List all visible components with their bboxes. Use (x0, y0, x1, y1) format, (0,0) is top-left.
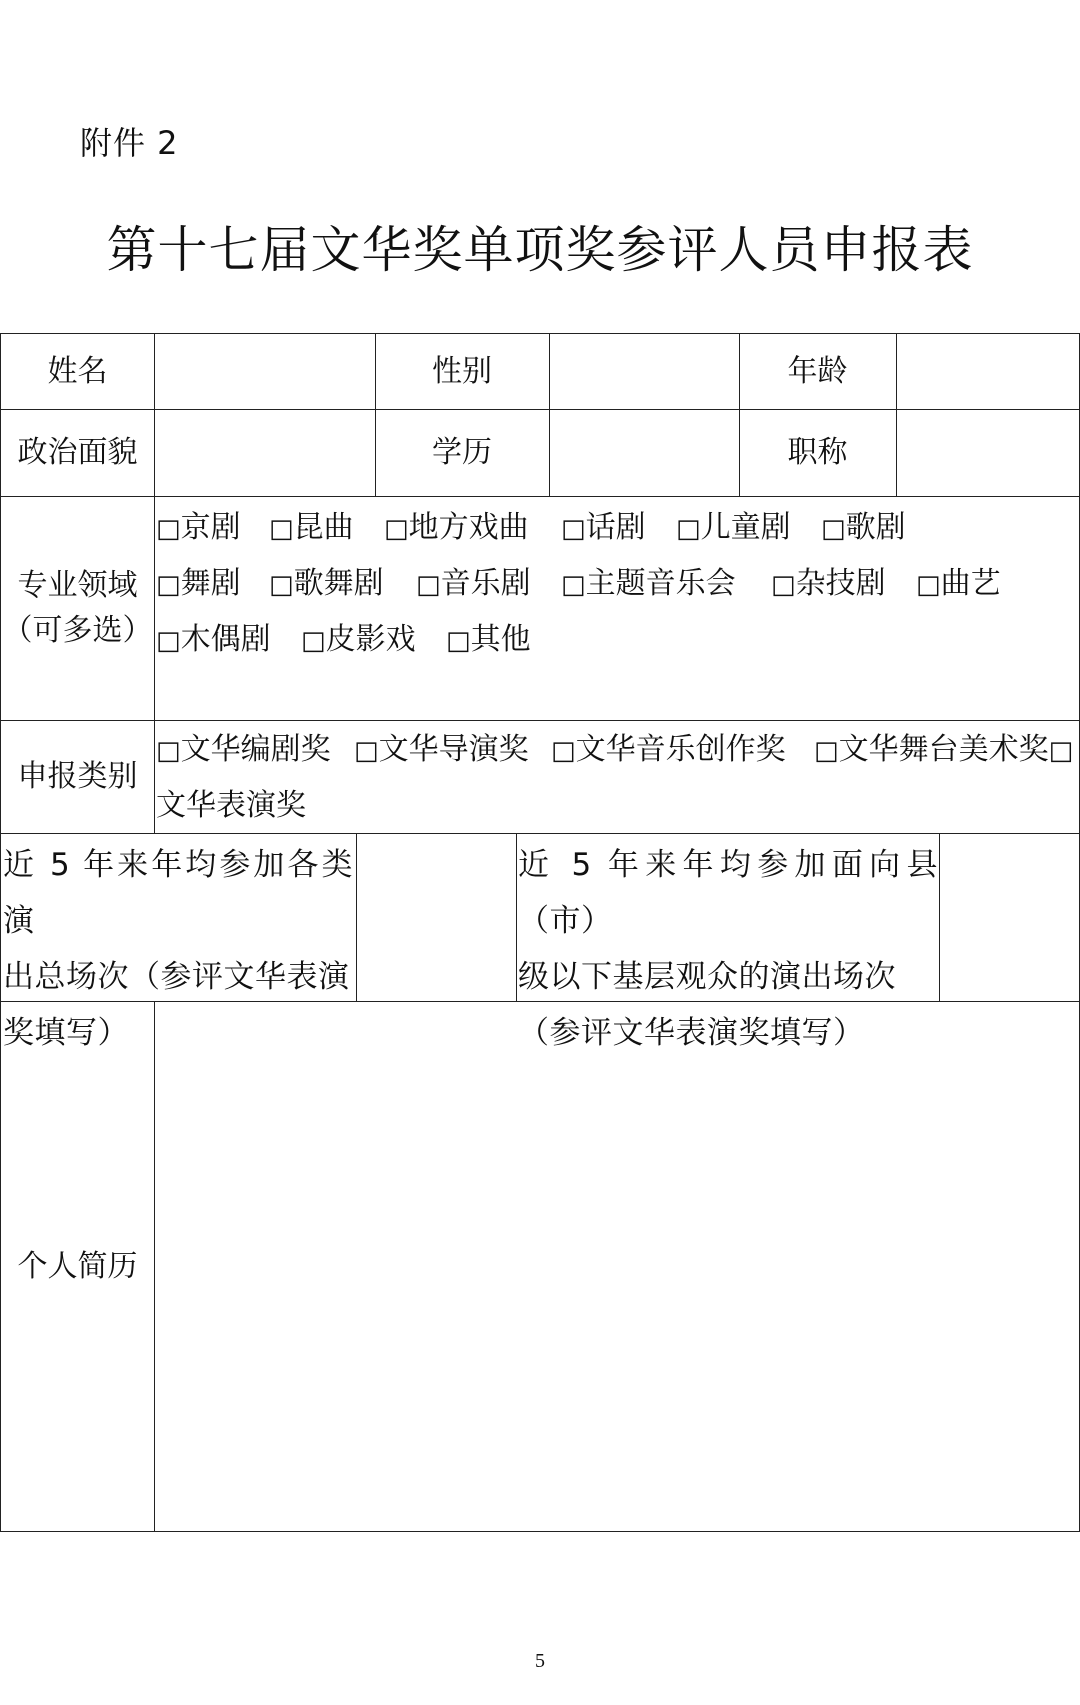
checkbox-icon[interactable]: □ (821, 514, 846, 544)
page-number: 5 (535, 1650, 545, 1672)
checkbox-icon[interactable]: □ (551, 736, 576, 766)
age-input[interactable] (896, 334, 1079, 409)
education-input[interactable] (549, 409, 739, 496)
checkbox-icon[interactable]: □ (416, 570, 441, 600)
checkbox-icon[interactable]: □ (354, 736, 379, 766)
name-input[interactable] (154, 334, 375, 409)
field-option[interactable]: □曲艺 (916, 566, 1001, 601)
application-form-table (0, 333, 1080, 1532)
row-divider (1, 720, 1079, 721)
checkbox-icon[interactable]: □ (814, 736, 839, 766)
grassroots-performances-input[interactable] (939, 833, 1079, 1001)
education-label: 学历 (432, 435, 492, 470)
political-status-input[interactable] (154, 409, 375, 496)
checkbox-icon[interactable]: □ (269, 570, 294, 600)
name-label: 姓名 (47, 354, 108, 389)
checkbox-icon[interactable]: □ (916, 570, 941, 600)
grassroots-performances-label: 近 5 年来年均参加面向县（市） 级以下基层观众的演出场次 （参评文华表演奖填写） (518, 847, 938, 1051)
field-option[interactable]: □儿童剧 (676, 510, 791, 545)
row-divider (1, 496, 1079, 497)
category-option[interactable]: □文华舞台美术奖□ (814, 732, 1074, 767)
field-option[interactable]: □昆曲 (269, 510, 354, 545)
professional-title-input[interactable] (896, 409, 1079, 496)
field-label-line1: 专业领域 (17, 568, 138, 603)
field-option[interactable]: □音乐剧 (416, 566, 531, 601)
field-option[interactable]: □其他 (446, 622, 531, 657)
total-performances-label: 近 5 年来年均参加各类演 出总场次（参评文华表演 奖填写） (3, 847, 353, 1051)
checkbox-icon[interactable]: □ (676, 514, 701, 544)
resume-label: 个人简历 (17, 1249, 138, 1284)
resume-input[interactable] (154, 1001, 1079, 1532)
checkbox-icon[interactable]: □ (384, 514, 409, 544)
age-label: 年龄 (787, 354, 848, 389)
column-divider (516, 833, 517, 1001)
page-title: 第十七届文华奖单项奖参评人员申报表 (106, 221, 974, 279)
field-option[interactable]: □木偶剧 (156, 622, 271, 657)
field-label-line2: （可多选） (2, 613, 153, 648)
field-option[interactable]: □京剧 (156, 510, 241, 545)
category-options (156, 724, 1076, 836)
professional-title-label: 职称 (787, 435, 848, 470)
checkbox-icon[interactable]: □ (771, 570, 796, 600)
field-option[interactable]: □歌舞剧 (269, 566, 384, 601)
attachment-label: 附件 2 (80, 124, 179, 162)
field-options (156, 502, 1076, 670)
checkbox-icon[interactable]: □ (156, 736, 181, 766)
category-option[interactable]: □文华编剧奖 (156, 732, 331, 767)
field-option[interactable]: □歌剧 (821, 510, 906, 545)
checkbox-icon[interactable]: □ (269, 514, 294, 544)
field-option[interactable]: □主题音乐会 (561, 566, 736, 601)
field-option[interactable]: □皮影戏 (301, 622, 416, 657)
field-option[interactable]: □地方戏曲 (384, 510, 529, 545)
category-option[interactable]: 文华表演奖 (156, 788, 306, 823)
checkbox-icon[interactable]: □ (156, 570, 181, 600)
category-option[interactable]: □文华音乐创作奖 (551, 732, 786, 767)
field-label (1, 496, 154, 720)
field-option[interactable]: □舞剧 (156, 566, 241, 601)
checkbox-icon[interactable]: □ (301, 626, 326, 656)
checkbox-icon[interactable]: □ (561, 570, 586, 600)
checkbox-icon[interactable]: □ (1048, 736, 1074, 766)
political-status-label: 政治面貌 (17, 435, 138, 470)
checkbox-icon[interactable]: □ (446, 626, 471, 656)
gender-label: 性别 (432, 354, 492, 389)
total-performances-input[interactable] (356, 833, 516, 1001)
field-option[interactable]: □话剧 (561, 510, 646, 545)
field-option[interactable]: □杂技剧 (771, 566, 886, 601)
category-option[interactable]: □文华导演奖 (354, 732, 529, 767)
gender-input[interactable] (549, 334, 739, 409)
checkbox-icon[interactable]: □ (156, 514, 181, 544)
checkbox-icon[interactable]: □ (156, 626, 181, 656)
category-label: 申报类别 (17, 759, 138, 794)
checkbox-icon[interactable]: □ (561, 514, 586, 544)
